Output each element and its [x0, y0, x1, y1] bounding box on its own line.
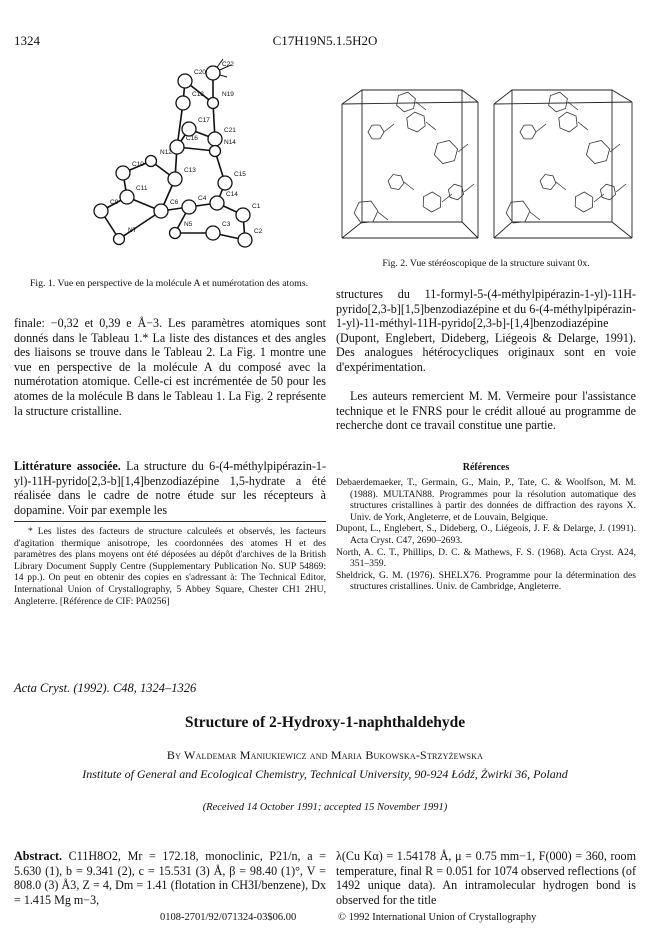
- stereo-ring: [423, 192, 441, 212]
- literature-heading: Littérature associée.: [14, 459, 121, 473]
- atom-c10: [116, 166, 130, 180]
- atom-label: C22: [222, 61, 234, 68]
- stereo-ring: [586, 141, 609, 164]
- footnote: * Les listes des facteurs de structure calculeés et observés, les facteurs d'agitation thermique anisotrope, les coordonnées des atomes H et des paramètres des plans moyens ont été déposées au dépôt d'archives de la British Library Document Supply Centre (Supplementary Publication No. SUP 54869: 14 pp.). On peut en obtenir des copies en s'adressant à: The Technical Editor, International Union of Crystallography, 5 Abbey Square, Chester CH1 2HU, Angleterre. [Référence de CIF: PA0256]: [14, 526, 326, 607]
- stereo-molecules: [354, 92, 626, 223]
- stereo-bond: [616, 184, 626, 192]
- atom-label: C20: [194, 69, 206, 76]
- stereo-left-cell: [342, 90, 478, 238]
- atom-label: C3: [222, 221, 231, 228]
- atom-c15: [218, 176, 232, 190]
- atom-label: C2: [254, 228, 263, 235]
- stereo-ring: [575, 192, 593, 212]
- atom-label: C15: [234, 171, 246, 178]
- right-para-1: structures du 11-formyl-5-(4-méthylpipérazin-1-yl)-11H-pyrido[2,3-b][1,5]benzodiazépine et du 6-(4-méthylpipérazin-1-yl)-11-méthyl-11H-pyrido[2,3-b]-[1,4]benzodiazépine (Dupont, Englebert, Dideberg, Liégeois & Delarge, 1991). Des analogues hétérocycliques originaux sont en voie d'expérimentation.: [336, 287, 636, 374]
- stereo-bond: [426, 122, 436, 130]
- atom-c1: [236, 208, 250, 222]
- literature-paragraph: [14, 459, 326, 517]
- stereo-ring: [407, 112, 425, 132]
- stereo-ring: [520, 125, 536, 139]
- atom-label: C11: [136, 185, 148, 192]
- atom-label: C14: [226, 191, 238, 198]
- stereo-bond: [384, 124, 394, 132]
- literature-text: La structure du 6-(4-méthylpipérazin-1-yl)-11H-pyrido[2,3-b][1,4]benzodiazépine 1,5-hydrate a été réalisée dans le cadre de notre étude sur les récepteurs à dopamine. Voir par exemple les: [14, 459, 326, 517]
- stereo-bond: [594, 194, 604, 202]
- atom-c16: [170, 140, 184, 154]
- atom-label: C13: [184, 167, 196, 174]
- atom-n5: [170, 228, 181, 239]
- references-list: [336, 477, 636, 593]
- reference-item: Debaerdemaeker, T., Germain, G., Main, P., Tate, C. & Woolfson, M. M. (1988). MULTAN88. Programmes pour la résolution automatique des structures cristallines à partir des données de diffraction des rayons X. Univ. de York, Angleterre, et de Louvain, Belgique.: [336, 477, 636, 523]
- stereo-ring: [354, 201, 378, 223]
- stereo-ring: [368, 125, 384, 139]
- stereo-bond: [610, 144, 620, 152]
- reference-item: North, A. C. T., Phillips, D. C. & Mathews, F. S. (1968). Acta Cryst. A24, 351–359.: [336, 546, 636, 570]
- atom-c2: [238, 233, 252, 247]
- atom-n14: [210, 146, 221, 157]
- stereo-ring: [448, 184, 463, 200]
- fig2-caption: Fig. 2. Vue stéréoscopique de la structure suivant 0x.: [382, 258, 590, 269]
- fig1-molecule-drawing: [65, 55, 295, 265]
- atom-n7: [114, 234, 125, 245]
- atom-label: C17: [198, 117, 210, 124]
- footer-copyright: © 1992 International Union of Crystallography: [338, 912, 537, 923]
- stereo-ring: [549, 92, 568, 112]
- footnote-rule: [14, 521, 326, 522]
- stereo-bond: [442, 194, 452, 202]
- stereo-bond: [556, 182, 566, 190]
- stereo-ring: [600, 184, 615, 200]
- atom-c18: [176, 96, 190, 110]
- page-number: 1324: [14, 33, 40, 48]
- atom-c14: [210, 196, 224, 210]
- article-citation: Acta Cryst. (1992). C48, 1324–1326: [14, 681, 197, 695]
- abstract-left-text: C11H8O2, Mr = 172.18, monoclinic, P21/n, a = 5.630 (1), b = 9.341 (2), c = 15.531 (3) Å, β = 98.40 (1)°, V = 808.0 (3) Å3, Z = 4, Dm = 1.41 (flotation in CH3I/benzene), Dx = 1.415 Mg m−3,: [14, 849, 326, 907]
- atom-n12: [146, 156, 157, 167]
- atom-label: C16: [186, 135, 198, 142]
- atom-c4: [182, 200, 196, 214]
- reference-item: Dupont, L., Englebert, S., Dideberg, O., Liégeois, J. F. & Delarge, J. (1991). Acta Cryst. C47, 2690–2693.: [336, 523, 636, 546]
- stereo-ring: [434, 141, 457, 164]
- article-affiliation: Institute of General and Ecological Chemistry, Technical University, 90-924 Łódź, Żwirki 36, Poland: [82, 767, 568, 781]
- atom-c9: [94, 204, 108, 218]
- article-authors: By Waldemar Maniukiewicz and Maria Bukowska-Strzyżewska: [166, 748, 484, 762]
- atom-c21: [208, 132, 222, 146]
- molecule-atoms: [94, 61, 263, 247]
- abstract-label: Abstract.: [14, 849, 63, 863]
- atom-c20: [178, 74, 192, 88]
- abstract-right: λ(Cu Kα) = 1.54178 Å, μ = 0.75 mm−1, F(000) = 360, room temperature, final R = 0.051 for 1074 observed reflections (of 1492 unique data). An intramolecular hydrogen bond is observed for the title: [336, 849, 636, 907]
- atom-label: N19: [222, 91, 234, 98]
- atom-label: C4: [198, 195, 207, 202]
- atom-label: C9: [110, 199, 119, 206]
- stereo-ring: [559, 112, 577, 132]
- stereo-bond: [404, 182, 414, 190]
- atom-c17: [182, 122, 196, 136]
- atom-label: C10: [132, 161, 144, 168]
- stereo-bond: [458, 144, 468, 152]
- article-title: Structure of 2-Hydroxy-1-naphthaldehyde: [184, 714, 466, 731]
- stereo-ring: [540, 175, 556, 190]
- atom-label: C18: [192, 91, 204, 98]
- stereo-ring: [397, 92, 416, 112]
- atom-c3: [206, 226, 220, 240]
- fig2-stereo-drawing: [336, 62, 636, 247]
- stereo-right-cell: [494, 90, 632, 238]
- stereo-bond: [378, 212, 388, 220]
- fig1-caption: Fig. 1. Vue en perspective de la molécule A et numérotation des atoms.: [29, 278, 309, 289]
- atom-c6: [154, 204, 168, 218]
- stereo-ring: [506, 201, 530, 223]
- reference-item: Sheldrick, G. M. (1976). SHELX76. Programme pour la détermination des structures cristallines. Univ. de Cambridge, Angleterre.: [336, 569, 636, 593]
- atom-label: N12: [160, 149, 172, 156]
- right-para-2: Les auteurs remercient M. M. Vermeire pour l'assistance technique et le FNRS pour le crédit alloué au programme de recherche dont ce travail constitue une partie.: [336, 389, 636, 433]
- references-heading: Références: [462, 462, 510, 473]
- atom-c13: [168, 172, 182, 186]
- running-formula: C17H19N5.1.5H2O: [272, 33, 378, 48]
- atom-label: N5: [184, 221, 193, 228]
- received-dates: (Received 14 October 1991; accepted 15 November 1991): [202, 802, 448, 813]
- stereo-bond: [578, 122, 588, 130]
- atom-label: C21: [224, 127, 236, 134]
- atom-label: N14: [224, 139, 236, 146]
- atom-c11: [120, 190, 134, 204]
- atom-label: C1: [252, 203, 261, 210]
- stereo-bond: [530, 212, 540, 220]
- abstract-left: [14, 849, 326, 907]
- atom-label: N7: [128, 227, 137, 234]
- stereo-bond: [536, 124, 546, 132]
- stereo-bond: [464, 184, 474, 192]
- atom-label: C6: [170, 199, 179, 206]
- left-para-1: finale: −0,32 et 0,39 e Å−3. Les paramètres atomiques sont donnés dans le Tableau 1.* La liste des distances et des angles des liaisons se trouve dans le Tableau 2. La Fig. 1 montre une vue en perspective de la molécule A du composé avec la numérotation atomique. Celle-ci est incrémentée de 50 pour les atomes de la molécule B dans le Tableau 1. La Fig. 2 représente la structure cristalline.: [14, 316, 326, 418]
- footer-code: 0108-2701/92/071324-03$06.00: [160, 912, 297, 923]
- stereo-ring: [388, 175, 404, 190]
- atom-c22: [206, 66, 220, 80]
- atom-n19: [208, 98, 219, 109]
